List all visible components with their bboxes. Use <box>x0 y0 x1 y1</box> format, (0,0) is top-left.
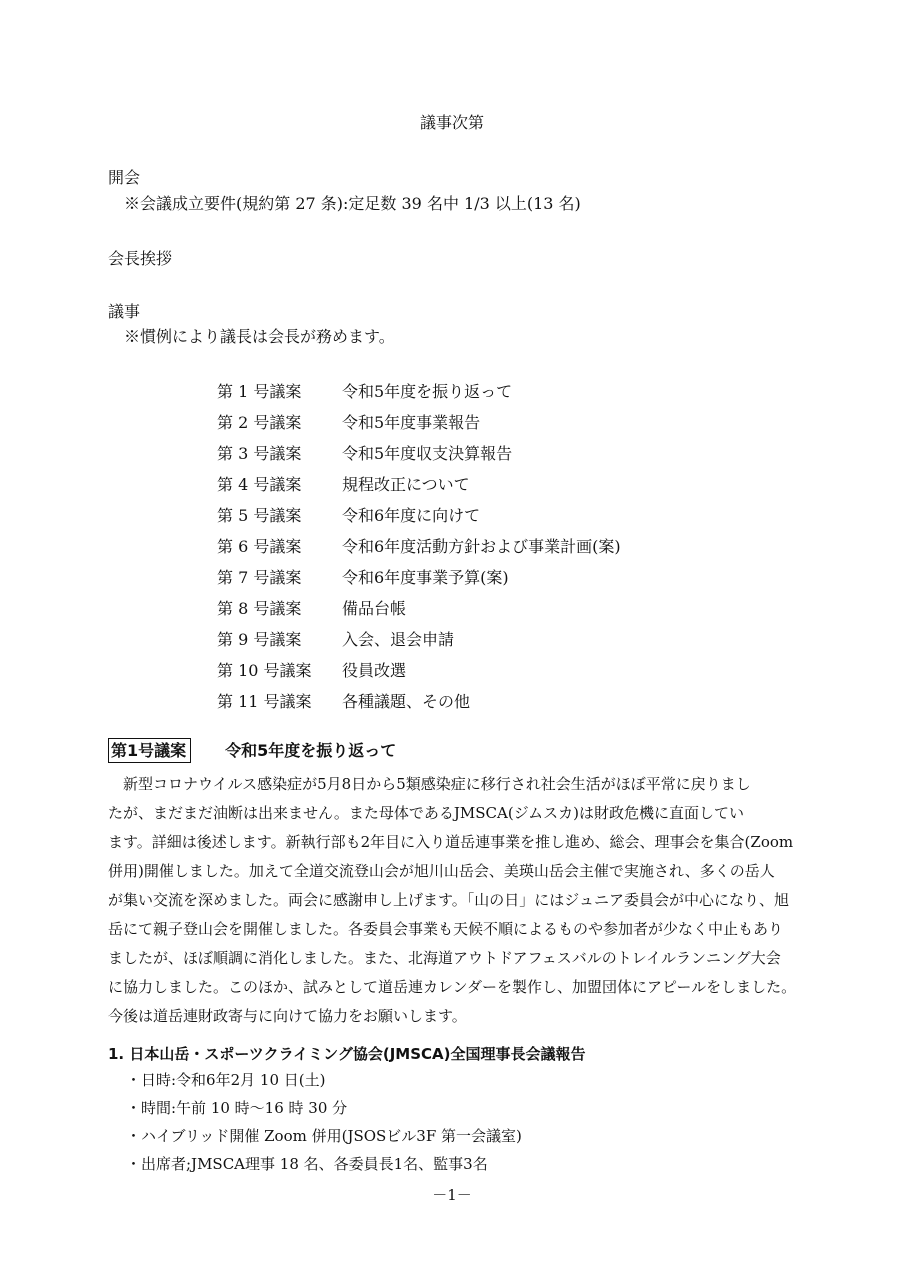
paragraph-line: 新型コロナウイルス感染症が5月8日から5類感染症に移行され社会生活がほぼ平常に戻りまし <box>108 775 751 793</box>
agenda-item <box>217 562 621 593</box>
agenda-item-number: 第 7 号議案 <box>217 568 302 587</box>
agenda-item <box>217 624 621 655</box>
agenda-item <box>217 531 621 562</box>
greeting-heading: 会長挨拶 <box>108 249 173 268</box>
agenda-item <box>217 469 621 500</box>
paragraph-line: が集い交流を深めました。両会に感謝申し上げます。「山の日」にはジュニア委員会が中心になり、旭 <box>108 891 790 909</box>
meeting-details-list <box>126 1066 522 1178</box>
agenda-item-number: 第 8 号議案 <box>217 599 302 618</box>
agenda-item-title: 規程改正について <box>342 475 470 494</box>
agenda-item-title: 各種議題、その他 <box>342 692 471 711</box>
agenda-item <box>217 655 621 686</box>
paragraph-line: に協力しました。このほか、試みとして道岳連カレンダーを製作し、加盟団体にアピールをしました。 <box>108 978 797 996</box>
opening-heading: 開会 <box>108 168 141 187</box>
page-title: 議事次第 <box>419 113 484 132</box>
agenda-item-title: 令和5年度収支決算報告 <box>342 444 513 463</box>
agenda-item-title: 備品台帳 <box>342 599 407 618</box>
proposal-1-title: 令和5年度を振り返って <box>225 741 397 760</box>
agenda-item-title: 入会、退会申請 <box>342 630 455 649</box>
agenda-item-number: 第 4 号議案 <box>217 475 302 494</box>
agenda-item-number: 第 5 号議案 <box>217 506 302 525</box>
agenda-list <box>217 376 621 717</box>
agenda-heading: 議事 <box>108 302 141 321</box>
agenda-item <box>217 686 621 717</box>
page-number: －1－ <box>432 1186 472 1204</box>
agenda-item <box>217 407 621 438</box>
paragraph-line: 今後は道岳連財政寄与に向けて協力をお願いします。 <box>108 1007 467 1025</box>
quorum-note: ※会議成立要件(規約第 27 条):定足数 39 名中 1/3 以上(13 名) <box>124 194 581 213</box>
agenda-item-number: 第 2 号議案 <box>217 413 302 432</box>
meeting-time: ・時間:午前 10 時～16 時 30 分 <box>126 1099 348 1117</box>
agenda-item <box>217 438 621 469</box>
agenda-item-title: 役員改選 <box>342 661 407 680</box>
agenda-item-number: 第 1 号議案 <box>217 382 302 401</box>
agenda-item-title: 令和6年度に向けて <box>342 506 481 525</box>
agenda-item-number: 第 6 号議案 <box>217 537 302 556</box>
paragraph-line: 岳にて親子登山会を開催しました。各委員会事業も天候不順によるものや参加者が少なく中止もあり <box>108 920 784 938</box>
proposal-1-label: 第1号議案 <box>108 738 191 763</box>
agenda-item-title: 令和5年度を振り返って <box>342 382 513 401</box>
agenda-item <box>217 500 621 531</box>
paragraph-line: ます。詳細は後述します。新執行部も2年目に入り道岳連事業を推し進め、総会、理事会を集合(Zoom <box>108 833 794 851</box>
paragraph-line: 併用)開催しました。加えて全道交流登山会が旭川山岳会、美瑛山岳会主催で実施され、多くの岳人 <box>108 862 775 880</box>
paragraph-line: たが、まだまだ油断は出来ません。また母体であるJMSCA(ジムスカ)は財政危機に直面してい <box>108 804 744 822</box>
meeting-date: ・日時:令和6年2月 10 日(土) <box>126 1071 326 1089</box>
proposal-1-heading <box>108 738 396 763</box>
jmsca-report-heading: 1. 日本山岳・スポーツクライミング協会(JMSCA)全国理事長会議報告 <box>108 1045 586 1063</box>
meeting-venue: ・ハイブリッド開催 Zoom 併用(JSOSビル3F 第一会議室) <box>126 1127 522 1145</box>
agenda-item-number: 第 9 号議案 <box>217 630 302 649</box>
agenda-item-title: 令和6年度事業予算(案) <box>342 568 509 587</box>
paragraph-line: ましたが、ほぼ順調に消化しました。また、北海道アウトドアフェスバルのトレイルランニング大会 <box>108 949 781 967</box>
agenda-item <box>217 376 621 407</box>
agenda-item-number: 第 3 号議案 <box>217 444 302 463</box>
meeting-attendees: ・出席者;JMSCA理事 18 名、各委員長1名、監事3名 <box>126 1155 488 1173</box>
agenda-item-number: 第 11 号議案 <box>217 692 312 711</box>
agenda-item-number: 第 10 号議案 <box>217 661 312 680</box>
agenda-item-title: 令和5年度事業報告 <box>342 413 481 432</box>
agenda-item-title: 令和6年度活動方針および事業計画(案) <box>342 537 621 556</box>
chair-note: ※慣例により議長は会長が務めます。 <box>124 327 395 346</box>
proposal-1-paragraph <box>108 770 808 1031</box>
agenda-item <box>217 593 621 624</box>
